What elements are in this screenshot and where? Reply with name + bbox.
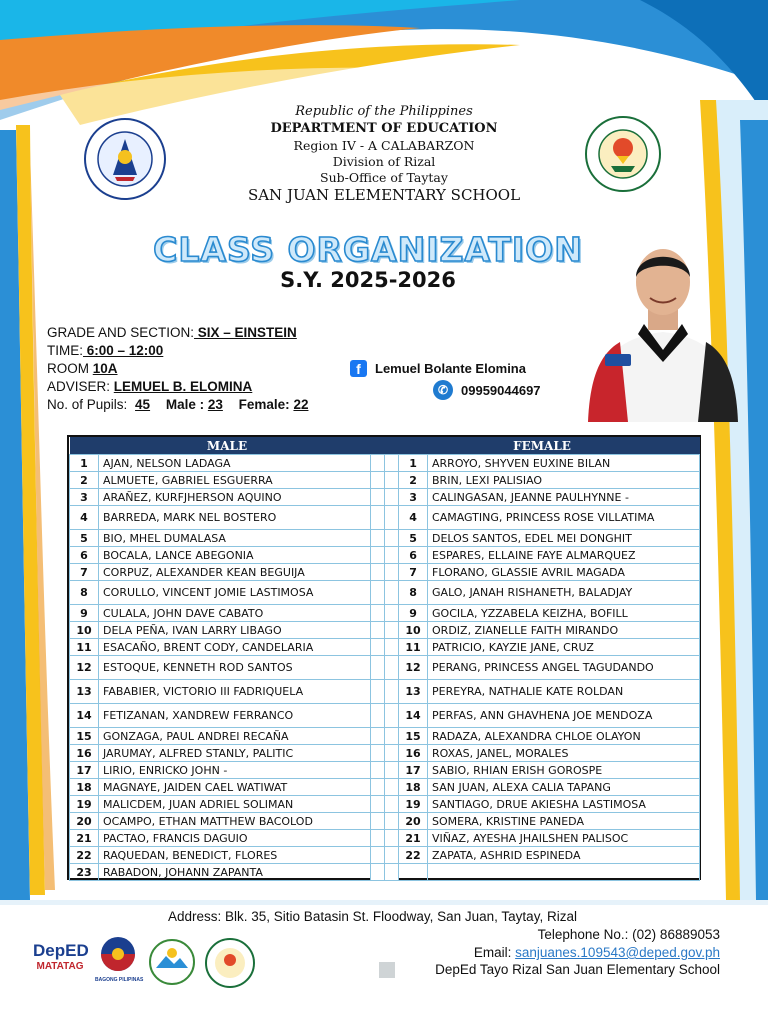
male-number: 21: [70, 830, 99, 847]
adviser-value: LEMUEL B. ELOMINA: [113, 379, 253, 394]
class-time: [47, 343, 163, 358]
male-number: 20: [70, 813, 99, 830]
male-name: RABADON, JOHANN ZAPANTA: [99, 864, 371, 881]
female-number: 5: [399, 530, 428, 547]
spacer-cell: [385, 796, 399, 813]
female-number: 1: [399, 455, 428, 472]
male-name: ESACAÑO, BRENT CODY, CANDELARIA: [99, 639, 371, 656]
male-number: 8: [70, 581, 99, 605]
female-header: FEMALE: [385, 437, 700, 455]
table-row: [70, 745, 700, 762]
male-name: CORULLO, VINCENT JOMIE LASTIMOSA: [99, 581, 371, 605]
spacer-cell: [371, 455, 385, 472]
email-label: Email:: [473, 945, 516, 960]
male-number: 22: [70, 847, 99, 864]
table-row: [70, 830, 700, 847]
male-name: MALICDEM, JUAN ADRIEL SOLIMAN: [99, 796, 371, 813]
female-number: 22: [399, 847, 428, 864]
table-row: [70, 622, 700, 639]
spacer-cell: [371, 472, 385, 489]
page-title: CLASS ORGANIZATION: [153, 230, 583, 269]
table-row: [70, 779, 700, 796]
table-row: [70, 680, 700, 704]
female-name: ZAPATA, ASHRID ESPINEDA: [428, 847, 700, 864]
male-number: 1: [70, 455, 99, 472]
spacer-cell: [371, 779, 385, 796]
spacer-cell: [371, 728, 385, 745]
spacer-cell: [371, 864, 385, 881]
female-name: DELOS SANTOS, EDEL MEI DONGHIT: [428, 530, 700, 547]
pupils-total: 45: [135, 397, 151, 412]
spacer-cell: [385, 581, 399, 605]
female-name: CALINGASAN, JEANNE PAULHYNNE -: [428, 489, 700, 506]
female-number: 10: [399, 622, 428, 639]
facebook-contact[interactable]: [350, 360, 526, 377]
table-row: [70, 704, 700, 728]
spacer-cell: [371, 581, 385, 605]
female-number: 8: [399, 581, 428, 605]
spacer-cell: [371, 704, 385, 728]
table-row: [70, 639, 700, 656]
male-number: 16: [70, 745, 99, 762]
adviser-photo: [578, 242, 748, 422]
male-name: OCAMPO, ETHAN MATTHEW BACOLOD: [99, 813, 371, 830]
female-name: RADAZA, ALEXANDRA CHLOE OLAYON: [428, 728, 700, 745]
time-label: TIME:: [47, 343, 83, 358]
male-number: 5: [70, 530, 99, 547]
female-number: 15: [399, 728, 428, 745]
female-name: [428, 864, 700, 881]
facebook-icon: f: [350, 360, 367, 377]
class-roster-table: [67, 435, 701, 880]
spacer-cell: [385, 704, 399, 728]
female-number: 19: [399, 796, 428, 813]
female-number: 14: [399, 704, 428, 728]
spacer-cell: [385, 530, 399, 547]
spacer-cell: [385, 847, 399, 864]
table-row: [70, 506, 700, 530]
grade-value: SIX – EINSTEIN: [194, 325, 297, 340]
email-link[interactable]: sanjuanes.109543@deped.gov.ph: [515, 945, 720, 960]
school-address: Address: Blk. 35, Sitio Batasin St. Floodway, San Juan, Taytay, Rizal: [168, 909, 577, 924]
spacer-cell: [385, 506, 399, 530]
male-name: FETIZANAN, XANDREW FERRANCO: [99, 704, 371, 728]
table-row: [70, 581, 700, 605]
deped-matatag-logo: [33, 937, 87, 987]
spacer-cell: [371, 489, 385, 506]
male-name: LIRIO, ENRICKO JOHN -: [99, 762, 371, 779]
male-number: 14: [70, 704, 99, 728]
female-name: BRIN, LEXI PALISIAO: [428, 472, 700, 489]
grade-section: [47, 325, 297, 340]
male-number: 18: [70, 779, 99, 796]
male-name: FABABIER, VICTORIO III FADRIQUELA: [99, 680, 371, 704]
male-header: MALE: [70, 437, 385, 455]
spacer-cell: [371, 847, 385, 864]
division-line: Division of Rizal: [332, 154, 436, 169]
phone-number: 09959044697: [461, 382, 541, 398]
spacer-cell: [371, 680, 385, 704]
spacer-cell: [371, 605, 385, 622]
table-row: [70, 728, 700, 745]
spacer-cell: [371, 762, 385, 779]
female-number: 9: [399, 605, 428, 622]
spacer-cell: [371, 506, 385, 530]
female-name: SAN JUAN, ALEXA CALIA TAPANG: [428, 779, 700, 796]
table-row: [70, 847, 700, 864]
female-name: CAMAGTING, PRINCESS ROSE VILLATIMA: [428, 506, 700, 530]
male-name: PACTAO, FRANCIS DAGUIO: [99, 830, 371, 847]
female-number: 20: [399, 813, 428, 830]
spacer-cell: [371, 564, 385, 581]
sub-office-line: Sub-Office of Taytay: [320, 170, 448, 185]
female-name: FLORANO, GLASSIE AVRIL MAGADA: [428, 564, 700, 581]
table-row: [70, 455, 700, 472]
male-number: 19: [70, 796, 99, 813]
female-name: PEREYRA, NATHALIE KATE ROLDAN: [428, 680, 700, 704]
grade-label: GRADE AND SECTION:: [47, 325, 195, 340]
time-value: 6:00 – 12:00: [83, 343, 164, 358]
female-number: 3: [399, 489, 428, 506]
male-label: Male :: [165, 397, 208, 412]
table-row: [70, 547, 700, 564]
spacer-cell: [385, 547, 399, 564]
table-row: [70, 530, 700, 547]
room-value: 10A: [92, 361, 118, 376]
phone-contact[interactable]: [433, 380, 541, 400]
female-number: 12: [399, 656, 428, 680]
female-name: ROXAS, JANEL, MORALES: [428, 745, 700, 762]
female-name: ESPARES, ELLAINE FAYE ALMARQUEZ: [428, 547, 700, 564]
room: [47, 361, 118, 376]
female-number: 11: [399, 639, 428, 656]
male-number: 3: [70, 489, 99, 506]
region-line: Region IV - A CALABARZON: [293, 138, 475, 153]
spacer-cell: [371, 813, 385, 830]
spacer-cell: [385, 864, 399, 881]
female-name: SOMERA, KRISTINE PANEDA: [428, 813, 700, 830]
male-number: 13: [70, 680, 99, 704]
spacer-cell: [385, 472, 399, 489]
female-name: PERFAS, ANN GHAVHENA JOE MENDOZA: [428, 704, 700, 728]
female-count: 22: [293, 397, 309, 412]
male-name: RAQUEDAN, BENEDICT, FLORES: [99, 847, 371, 864]
phone-icon: ✆: [433, 380, 453, 400]
school-year: S.Y. 2025-2026: [280, 268, 456, 292]
spacer-cell: [385, 745, 399, 762]
female-name: PERANG, PRINCESS ANGEL TAGUDANDO: [428, 656, 700, 680]
spacer-cell: [385, 728, 399, 745]
male-name: JARUMAY, ALFRED STANLY, PALITIC: [99, 745, 371, 762]
male-count: 23: [207, 397, 223, 412]
spacer-cell: [385, 680, 399, 704]
female-number: 21: [399, 830, 428, 847]
female-name: PATRICIO, KAYZIE JANE, CRUZ: [428, 639, 700, 656]
male-number: 6: [70, 547, 99, 564]
spacer-cell: [385, 830, 399, 847]
male-number: 11: [70, 639, 99, 656]
table-row: [70, 813, 700, 830]
department-line: DEPARTMENT OF EDUCATION: [270, 121, 498, 136]
spacer-cell: [385, 605, 399, 622]
republic-line: Republic of the Philippines: [295, 104, 473, 119]
table-row: [70, 489, 700, 506]
spacer-cell: [385, 489, 399, 506]
female-number: 18: [399, 779, 428, 796]
spacer-cell: [371, 639, 385, 656]
matatag-text: MATATAG: [33, 961, 87, 972]
table-row: [70, 564, 700, 581]
male-number: 17: [70, 762, 99, 779]
male-name: BIO, MHEL DUMALASA: [99, 530, 371, 547]
female-number: 7: [399, 564, 428, 581]
male-name: MAGNAYE, JAIDEN CAEL WATIWAT: [99, 779, 371, 796]
male-number: 9: [70, 605, 99, 622]
male-name: CORPUZ, ALEXANDER KEAN BEGUIJA: [99, 564, 371, 581]
email-line: [474, 945, 720, 960]
spacer-cell: [371, 547, 385, 564]
school-seal-small: [204, 937, 256, 989]
table-row: [70, 864, 700, 881]
male-name: BOCALA, LANCE ABEGONIA: [99, 547, 371, 564]
male-name: DELA PEÑA, IVAN LARRY LIBAGO: [99, 622, 371, 639]
spacer-cell: [371, 656, 385, 680]
male-name: CULALA, JOHN DAVE CABATO: [99, 605, 371, 622]
female-number: 16: [399, 745, 428, 762]
spacer-cell: [385, 813, 399, 830]
male-number: 23: [70, 864, 99, 881]
table-row: [70, 796, 700, 813]
spacer-cell: [385, 455, 399, 472]
female-name: ARROYO, SHYVEN EUXINE BILAN: [428, 455, 700, 472]
male-number: 10: [70, 622, 99, 639]
spacer-cell: [385, 656, 399, 680]
spacer-cell: [371, 622, 385, 639]
deped-text: DepED: [33, 941, 89, 960]
room-label: ROOM: [47, 361, 93, 376]
female-name: GOCILA, YZZABELA KEIZHA, BOFILL: [428, 605, 700, 622]
male-number: 15: [70, 728, 99, 745]
adviser: [47, 379, 252, 394]
female-number: [399, 864, 428, 881]
male-number: 2: [70, 472, 99, 489]
table-row: [70, 472, 700, 489]
female-name: ORDIZ, ZIANELLE FAITH MIRANDO: [428, 622, 700, 639]
male-name: ESTOQUE, KENNETH ROD SANTOS: [99, 656, 371, 680]
female-number: 17: [399, 762, 428, 779]
male-number: 4: [70, 506, 99, 530]
female-number: 13: [399, 680, 428, 704]
bagong-text: BAGONG PILIPINAS: [95, 977, 144, 983]
spacer-cell: [371, 796, 385, 813]
table-row: [70, 762, 700, 779]
spacer-cell: [371, 745, 385, 762]
spacer-cell: [385, 622, 399, 639]
female-number: 6: [399, 547, 428, 564]
spacer-cell: [385, 762, 399, 779]
school-name: SAN JUAN ELEMENTARY SCHOOL: [247, 186, 521, 204]
female-number: 4: [399, 506, 428, 530]
female-name: GALO, JANAH RISHANETH, BALADJAY: [428, 581, 700, 605]
female-label: Female:: [238, 397, 294, 412]
female-name: SANTIAGO, DRUE AKIESHA LASTIMOSA: [428, 796, 700, 813]
pupil-counts: [47, 397, 308, 412]
male-number: 7: [70, 564, 99, 581]
male-name: ALMUETE, GABRIEL ESGUERRA: [99, 472, 371, 489]
male-name: AJAN, NELSON LADAGA: [99, 455, 371, 472]
female-number: 2: [399, 472, 428, 489]
female-name: SABIO, RHIAN ERISH GOROSPE: [428, 762, 700, 779]
male-name: GONZAGA, PAUL ANDREI RECAÑA: [99, 728, 371, 745]
spacer-cell: [385, 779, 399, 796]
telephone: Telephone No.: (02) 86889053: [537, 927, 720, 942]
page-icon: [379, 962, 395, 978]
table-row: [70, 605, 700, 622]
male-name: ARAÑEZ, KURFJHERSON AQUINO: [99, 489, 371, 506]
roster-body: [70, 455, 700, 881]
pupils-label: No. of Pupils:: [47, 397, 132, 412]
female-name: VIÑAZ, AYESHA JHAILSHEN PALISOC: [428, 830, 700, 847]
division-seal-logo: [148, 937, 196, 987]
male-name: BARREDA, MARK NEL BOSTERO: [99, 506, 371, 530]
spacer-cell: [385, 639, 399, 656]
adviser-label: ADVISER:: [47, 379, 114, 394]
facebook-name: Lemuel Bolante Elomina: [375, 361, 526, 376]
male-number: 12: [70, 656, 99, 680]
bagong-pilipinas-logo: [95, 935, 144, 985]
table-row: [70, 656, 700, 680]
spacer-cell: [385, 564, 399, 581]
facebook-page: DepEd Tayo Rizal San Juan Elementary School: [435, 962, 720, 977]
spacer-cell: [371, 830, 385, 847]
spacer-cell: [371, 530, 385, 547]
